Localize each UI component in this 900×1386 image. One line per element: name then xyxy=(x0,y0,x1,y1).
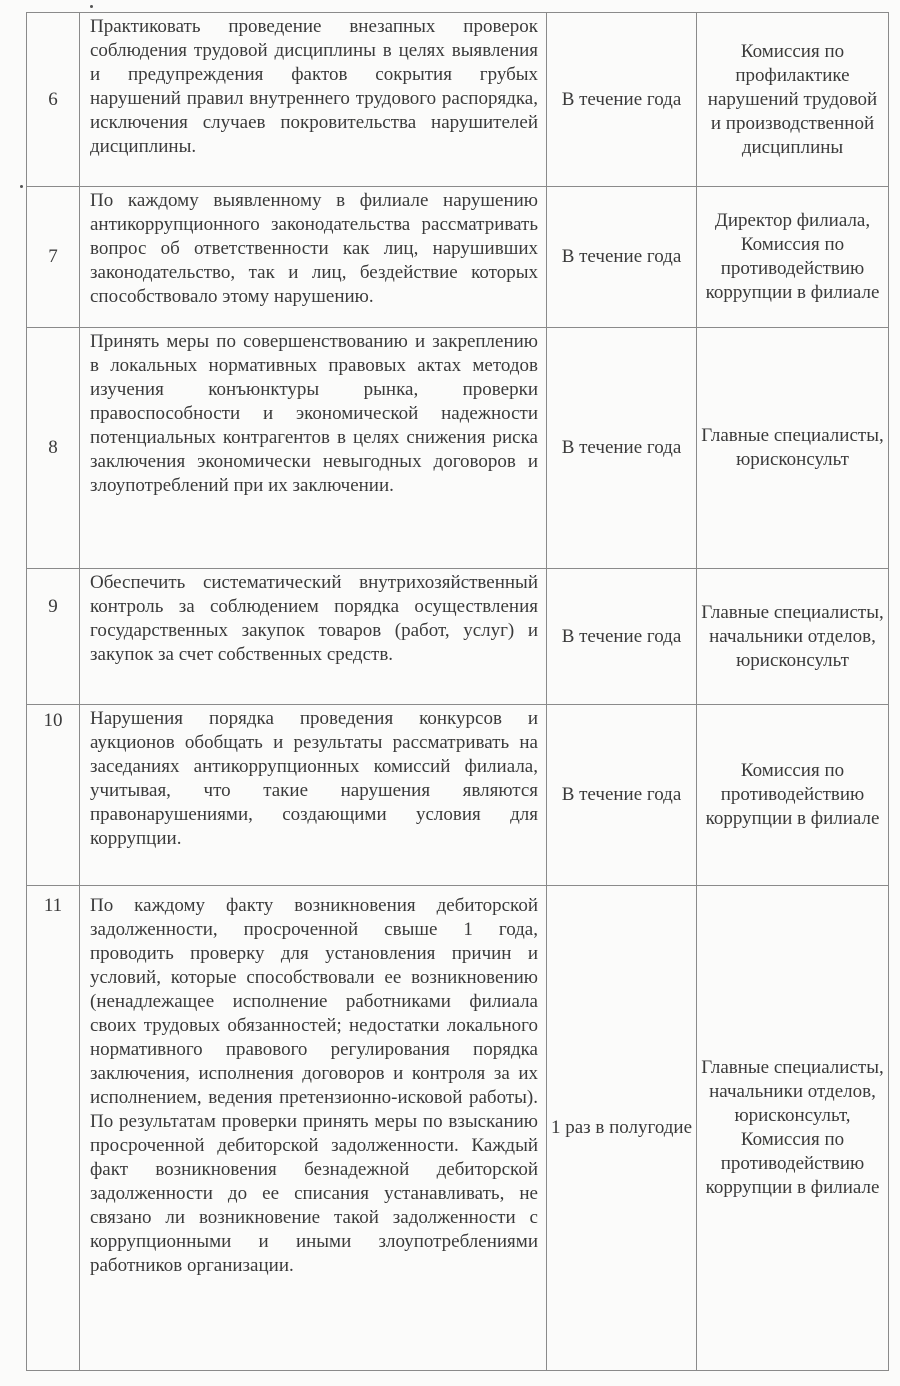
action-cell xyxy=(80,13,547,187)
scan-artifact xyxy=(90,5,93,8)
table-row xyxy=(27,328,889,569)
table-row xyxy=(27,569,889,705)
action-text: Нарушения порядка проведения конкурсов и аукционов обобщать и результаты рассматривать на заседаниях антикоррупционных комиссий филиала, учитывая, что такие нарушения являются правонарушениями, создающими условия для коррупции. xyxy=(90,708,538,849)
responsible-cell: Комиссия по противодействию коррупции в филиале xyxy=(697,705,889,886)
action-text: Практиковать проведение внезапных проверок соблюдения трудовой дисциплины в целях выявления и предупреждения фактов сокрытия грубых нарушений правил внутреннего трудового распорядка, исключения случаев покровительства нарушителей дисциплины. xyxy=(90,16,538,157)
row-number: 7 xyxy=(27,187,80,328)
row-number: 9 xyxy=(27,569,80,705)
term-cell: В течение года xyxy=(547,187,697,328)
action-text: Обеспечить систематический внутрихозяйственный контроль за соблюдением порядка осуществления государственных закупок товаров (работ, услуг) и закупок за счет собственных средств. xyxy=(90,572,538,665)
row-number: 8 xyxy=(27,328,80,569)
responsible-cell: Директор филиала, Комиссия по противодействию коррупции в филиале xyxy=(697,187,889,328)
table-row xyxy=(27,187,889,328)
row-number: 6 xyxy=(27,13,80,187)
action-cell xyxy=(80,328,547,569)
action-text: По результатам проверки принять меры по взысканию просроченной дебиторской задолженности. Каждый факт возникновения безнадежной дебиторской задолженности до ее списания устанавливать, не связано ли возникновение такой задолженности с коррупционными и иными злоупотреблениями работников организации. xyxy=(90,1111,538,1276)
term-cell: В течение года xyxy=(547,705,697,886)
row-number: 10 xyxy=(27,705,80,886)
term-cell: В течение года xyxy=(547,328,697,569)
action-text: По каждому факту возникновения дебиторской задолженности, просроченной свыше 1 года, проводить проверку для установления причин и условий, которые способствовали ее возникновению (ненадлежащее исполнение работниками филиала своих трудовых обязанностей; недостатки локального нормативного правового регулирования порядка заключения, исполнения договоров и контроля за их исполнением, ведения претензионно-исковой работы). xyxy=(90,895,538,1108)
term-cell: 1 раз в полугодие xyxy=(547,886,697,1371)
action-cell xyxy=(80,187,547,328)
row-number: 11 xyxy=(27,886,80,1371)
action-cell xyxy=(80,569,547,705)
responsible-cell: Главные специалисты, начальники отделов, юрисконсульт, Комиссия по противодействию коррупции в филиале xyxy=(697,886,889,1371)
table-row xyxy=(27,886,889,1371)
action-text: Принять меры по совершенствованию и закреплению в локальных нормативных правовых актах методов изучения конъюнктуры рынка, проверки правоспособности и экономической надежности потенциальных контрагентов в целях снижения риска заключения экономически невыгодных договоров и злоупотреблений при их заключении. xyxy=(90,331,538,496)
action-cell xyxy=(80,705,547,886)
scan-artifact xyxy=(20,185,23,188)
action-text: По каждому выявленному в филиале нарушению антикоррупционного законодательства рассматривать вопрос об ответственности как лиц, нарушивших законодательство, так и лиц, бездействие которых способствовало этому нарушению. xyxy=(90,190,538,307)
term-cell: В течение года xyxy=(547,13,697,187)
responsible-cell: Главные специалисты, начальники отделов, юрисконсульт xyxy=(697,569,889,705)
responsible-cell: Комиссия по профилактике нарушений трудовой и производственной дисциплины xyxy=(697,13,889,187)
table-row xyxy=(27,13,889,187)
table-row xyxy=(27,705,889,886)
action-cell xyxy=(80,886,547,1371)
responsible-cell: Главные специалисты, юрисконсульт xyxy=(697,328,889,569)
action-plan-table xyxy=(26,12,889,1371)
term-cell: В течение года xyxy=(547,569,697,705)
